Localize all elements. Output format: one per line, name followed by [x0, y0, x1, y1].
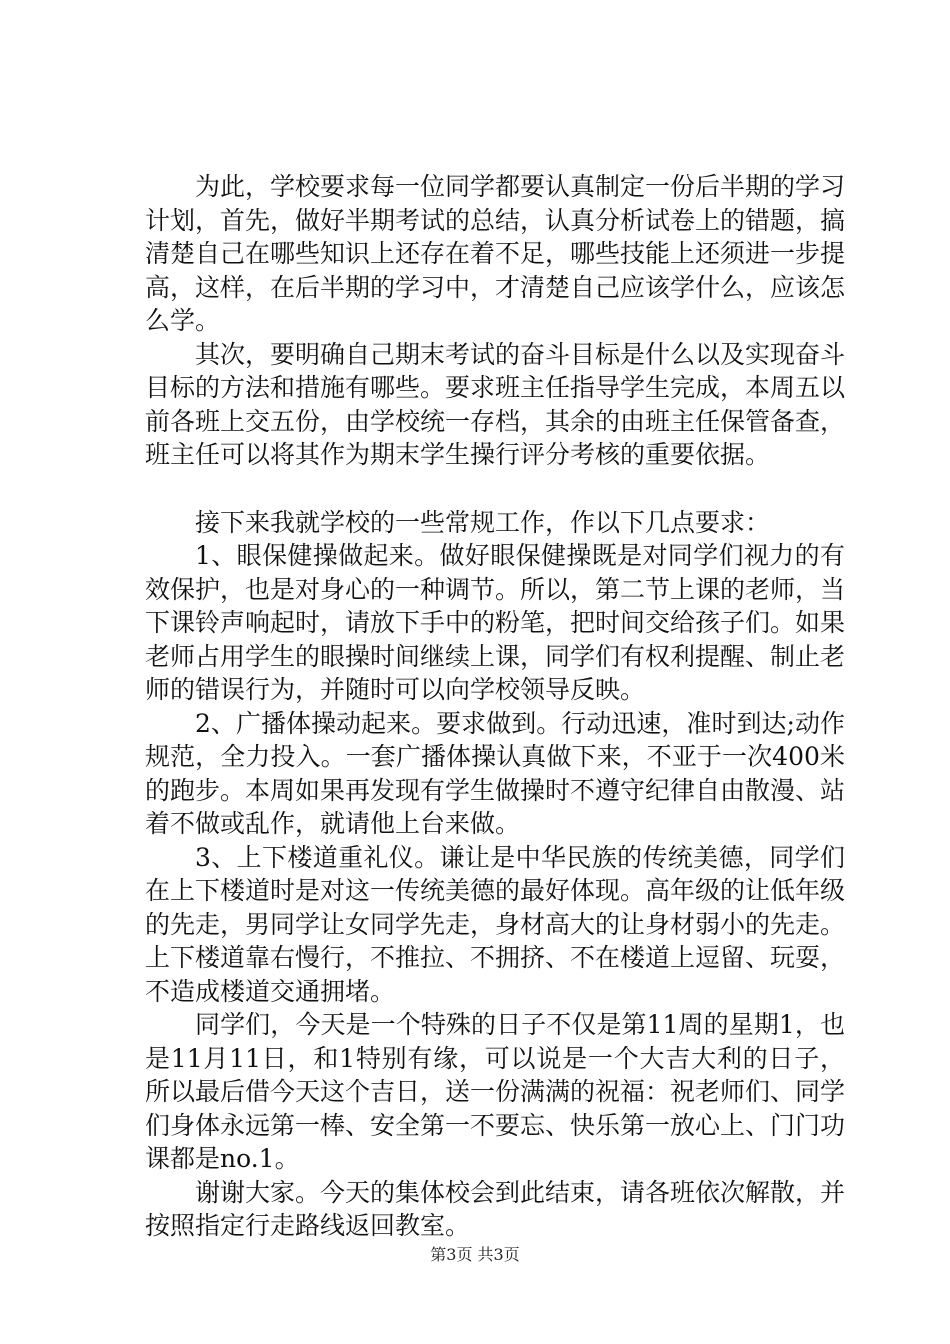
- paragraph-broadcast-exercises: 2、广播体操动起来。要求做到。行动迅速，准时到达;动作规范，全力投入。一套广播体操认真做下来，不亚于一次400米的跑步。本周如果再发现有学生做操时不遵守纪律自由散漫、站着不做或乱作，就请他上台来做。: [145, 708, 846, 838]
- page-footer: 第3页 共3页: [430, 1245, 520, 1264]
- paragraph-study-plan: 为此，学校要求每一位同学都要认真制定一份后半期的学习计划，首先，做好半期考试的总结，认真分析试卷上的错题，搞清楚自己在哪些知识上还存在着不足，哪些技能上还须进一步提高，这样，在后半期的学习中，才清楚自己应该学什么，应该怎么学。: [145, 172, 846, 335]
- paragraph-eye-exercises: 1、眼保健操做起来。做好眼保健操既是对同学们视力的有效保护，也是对身心的一种调节。所以，第二节上课的老师，当下课铃声响起时，请放下手中的粉笔，把时间交给孩子们。如果老师占用学生的眼操时间继续上课，同学们有权利提醒、制止老师的错误行为，并随时可以向学校领导反映。: [145, 541, 846, 704]
- paragraph-special-day: 同学们，今天是一个特殊的日子不仅是第11周的星期1，也是11月11日，和1特别有缘，可以说是一个大吉大利的日子，所以最后借今天这个吉日，送一份满满的祝福：祝老师们、同学们身体永远第一棒、安全第一不要忘、快乐第一放心上、门门功课都是no.1。: [145, 1010, 846, 1173]
- paragraph-requirements-intro: 接下来我就学校的一些常规工作，作以下几点要求：: [195, 507, 771, 537]
- paragraph-closing: 谢谢大家。今天的集体校会到此结束，请各班依次解散，并按照指定行走路线返回教室。: [145, 1177, 846, 1240]
- document-body: [145, 170, 845, 1243]
- paragraph-stairway-etiquette: 3、上下楼道重礼仪。谦让是中华民族的传统美德，同学们在上下楼道时是对这一传统美德的最好体现。高年级的让低年级的先走，男同学让女同学先走，身材高大的让身材弱小的先走。上下楼道靠右慢行，不推拉、不拥挤、不在楼道上逗留、玩耍，不造成楼道交通拥堵。: [145, 842, 846, 1006]
- paragraph-goals: 其次，要明确自己期末考试的奋斗目标是什么以及实现奋斗目标的方法和措施有哪些。要求班主任指导学生完成，本周五以前各班上交五份，由学校统一存档，其余的由班主任保管备查，班主任可以将其作为期末学生操行评分考核的重要依据。: [145, 339, 846, 469]
